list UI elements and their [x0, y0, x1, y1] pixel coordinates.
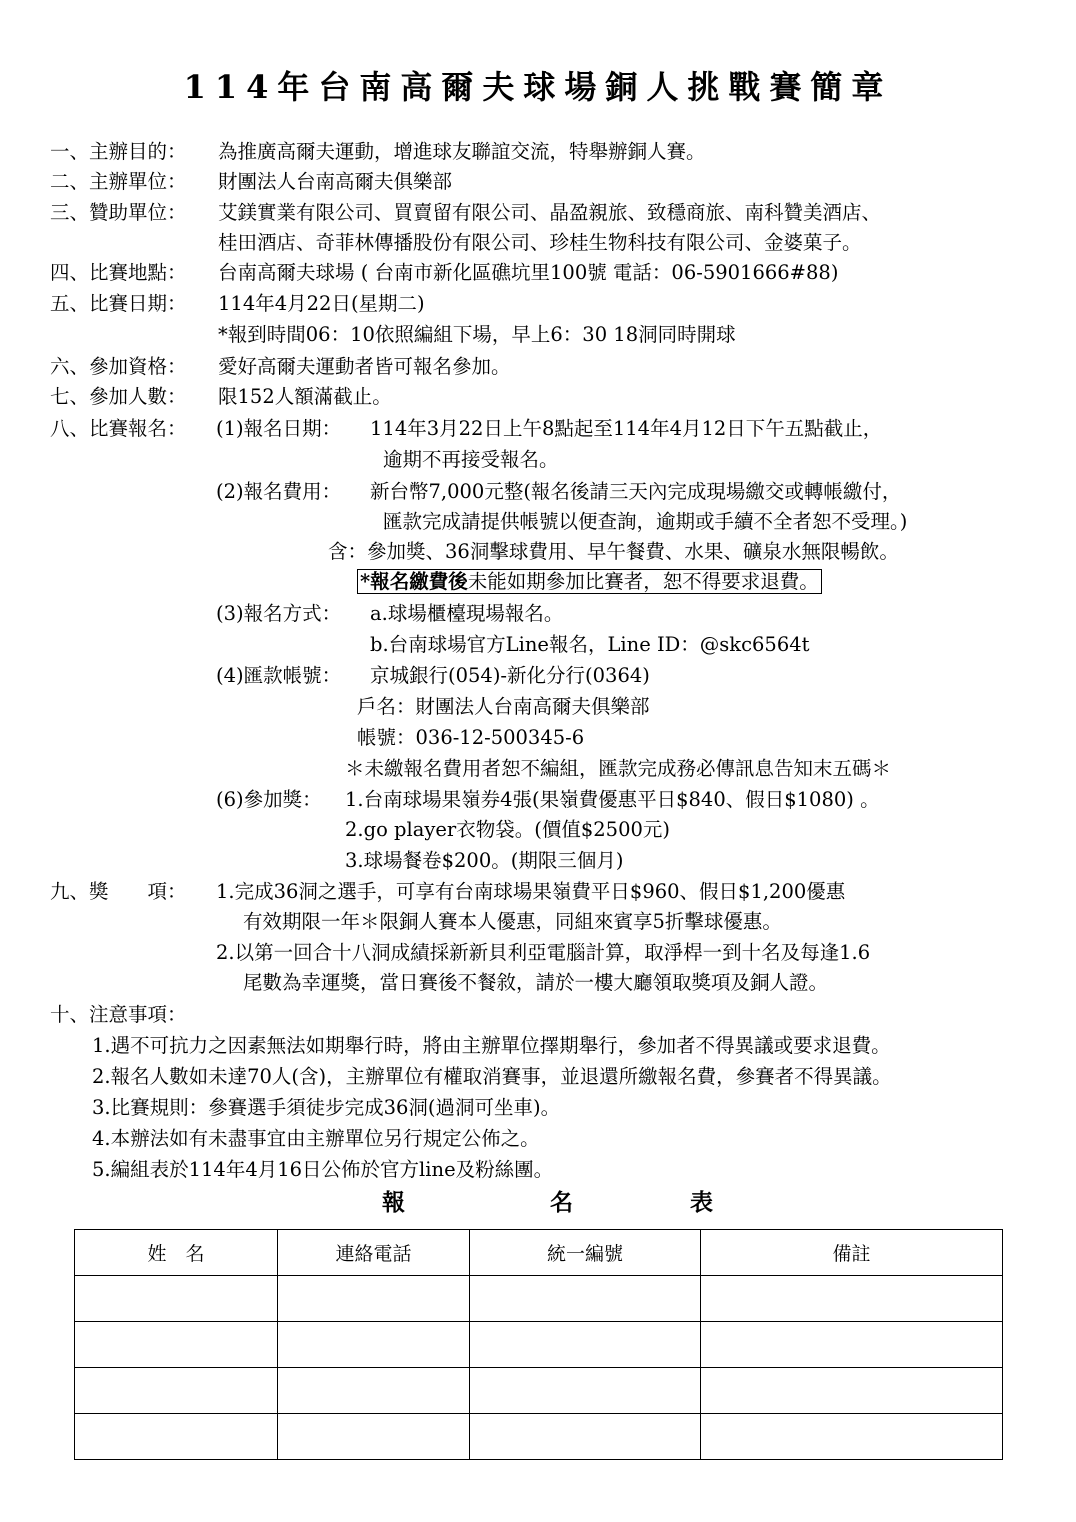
participation-gift-2: 2.go player衣物袋。(價值$2500元) [345, 818, 670, 841]
table-row [75, 1322, 1003, 1368]
section-6-label: 六、參加資格： [50, 355, 187, 378]
cell-name[interactable] [75, 1368, 278, 1414]
signup-method-b: b.台南球場官方Line報名，Line ID：@skc6564t [370, 633, 810, 656]
section-3-label: 三、贊助單位： [50, 201, 187, 224]
section-3-text-1: 艾鎂實業有限公司、買賣留有限公司、晶盈親旅、致穩商旅、南科贊美酒店、 [218, 201, 882, 224]
registration-form-heading [382, 1184, 713, 1217]
participation-gift-label: (6)參加獎： [216, 788, 322, 811]
heading-char-2: 名 [550, 1189, 573, 1216]
table-row [75, 1276, 1003, 1322]
signup-method-label: (3)報名方式： [216, 602, 342, 625]
award-1-line-1: 1.完成36洞之選手，可享有台南球場果嶺費平日$960、假日$1,200優惠 [216, 880, 846, 903]
participation-gift-3: 3.球場餐卷$200。(期限三個月) [345, 849, 624, 872]
cell-phone[interactable] [278, 1322, 470, 1368]
award-2-line-1: 2.以第一回合十八洞成績採新新貝利亞電腦計算，取淨桿一到十名及每逢1.6 [216, 941, 871, 964]
signup-date-text-2: 逾期不再接受報名。 [383, 448, 559, 471]
cell-phone[interactable] [278, 1368, 470, 1414]
column-header-phone: 連絡電話 [278, 1230, 470, 1276]
section-3-text-2: 桂田酒店、奇菲林傳播股份有限公司、珍桂生物科技有限公司、金婆菓子。 [218, 231, 862, 254]
cell-tax-id[interactable] [470, 1322, 701, 1368]
account-holder: 戶名：財團法人台南高爾夫俱樂部 [357, 695, 650, 718]
section-1-text: 為推廣高爾夫運動，增進球友聯誼交流，特舉辦銅人賽。 [218, 140, 706, 163]
signup-fee-label: (2)報名費用： [216, 480, 342, 503]
cell-tax-id[interactable] [470, 1276, 701, 1322]
bank-name: 京城銀行(054)-新化分行(0364) [370, 664, 650, 687]
cell-remarks[interactable] [701, 1276, 1003, 1322]
participation-gift-1: 1.台南球場果嶺券4張(果嶺費優惠平日$840、假日$1080) 。 [345, 788, 880, 811]
signup-fee-includes: 含：參加獎、36洞擊球費用、早午餐費、水果、礦泉水無限暢飲。 [328, 540, 899, 563]
cell-name[interactable] [75, 1414, 278, 1460]
section-5-label: 五、比賽日期： [50, 292, 187, 315]
note-3: 3.比賽規則：參賽選手須徒步完成36洞(過洞可坐車)。 [92, 1096, 561, 1119]
refund-notice [357, 567, 822, 597]
section-9-label: 九、獎 項： [50, 880, 187, 903]
note-1: 1.遇不可抗力之因素無法如期舉行時，將由主辦單位擇期舉行，參加者不得異議或要求退費。 [92, 1034, 891, 1057]
table-header-row [75, 1230, 1003, 1276]
account-number: 帳號：036-12-500345-6 [357, 726, 585, 749]
signup-date-label: (1)報名日期： [216, 417, 342, 440]
section-5-checkin: *報到時間06：10依照編組下場，早上6：30 18洞同時開球 [218, 323, 736, 346]
column-header-name: 姓 名 [75, 1230, 278, 1276]
cell-tax-id[interactable] [470, 1368, 701, 1414]
award-2-line-2: 尾數為幸運獎，當日賽後不餐敘，請於一樓大廳領取獎項及銅人證。 [243, 971, 829, 994]
cell-phone[interactable] [278, 1414, 470, 1460]
section-7-label: 七、參加人數： [50, 385, 187, 408]
section-8-label: 八、比賽報名： [50, 417, 187, 440]
section-6-text: 愛好高爾夫運動者皆可報名參加。 [218, 355, 511, 378]
cell-remarks[interactable] [701, 1322, 1003, 1368]
award-1-line-2: 有效期限一年＊限銅人賽本人優惠，同組來賓享5折擊球優惠。 [243, 910, 782, 933]
section-2-label: 二、主辦單位： [50, 170, 187, 193]
section-4-text: 台南高爾夫球場 ( 台南市新化區礁坑里100號 電話：06-5901666#88) [218, 261, 839, 284]
page-title: 114年台南高爾夫球場銅人挑戰賽簡章 [183, 68, 893, 106]
section-5-date: 114年4月22日(星期二) [218, 292, 425, 315]
table-row [75, 1414, 1003, 1460]
refund-notice-bold: *報名繳費後 [360, 570, 468, 593]
column-header-tax-id: 統一編號 [470, 1230, 701, 1276]
cell-remarks[interactable] [701, 1414, 1003, 1460]
table-row [75, 1368, 1003, 1414]
column-header-remarks: 備註 [701, 1230, 1003, 1276]
signup-fee-text-2: 匯款完成請提供帳號以便查詢，逾期或手續不全者恕不受理。) [383, 510, 908, 533]
section-2-text: 財團法人台南高爾夫俱樂部 [218, 170, 453, 193]
section-4-label: 四、比賽地點： [50, 261, 187, 284]
signup-date-text-1: 114年3月22日上午8點起至114年4月12日下午五點截止， [370, 417, 883, 440]
heading-char-3: 表 [690, 1189, 713, 1216]
registration-table [74, 1229, 1003, 1460]
note-2: 2.報名人數如未達70人(含)，主辦單位有權取消賽事，並退還所繳報名費，參賽者不得異議。 [92, 1065, 892, 1088]
refund-notice-rest: 未能如期參加比賽者，恕不得要求退費。 [467, 570, 819, 593]
section-1-label: 一、主辦目的： [50, 140, 187, 163]
cell-phone[interactable] [278, 1276, 470, 1322]
bank-account-label: (4)匯款帳號： [216, 664, 342, 687]
cell-name[interactable] [75, 1322, 278, 1368]
cell-remarks[interactable] [701, 1368, 1003, 1414]
cell-tax-id[interactable] [470, 1414, 701, 1460]
signup-fee-text-1: 新台幣7,000元整(報名後請三天內完成現場繳交或轉帳繳付， [370, 480, 902, 503]
payment-notice: ＊未繳報名費用者恕不編組，匯款完成務必傳訊息告知末五碼＊ [345, 757, 892, 780]
note-5: 5.編組表於114年4月16日公佈於官方line及粉絲團。 [92, 1158, 554, 1181]
cell-name[interactable] [75, 1276, 278, 1322]
note-4: 4.本辦法如有未盡事宜由主辦單位另行規定公佈之。 [92, 1127, 540, 1150]
signup-method-a: a.球場櫃檯現場報名。 [370, 602, 564, 625]
section-7-text: 限152人額滿截止。 [218, 385, 392, 408]
heading-char-1: 報 [382, 1189, 405, 1216]
section-10-label: 十、注意事項： [50, 1003, 187, 1026]
